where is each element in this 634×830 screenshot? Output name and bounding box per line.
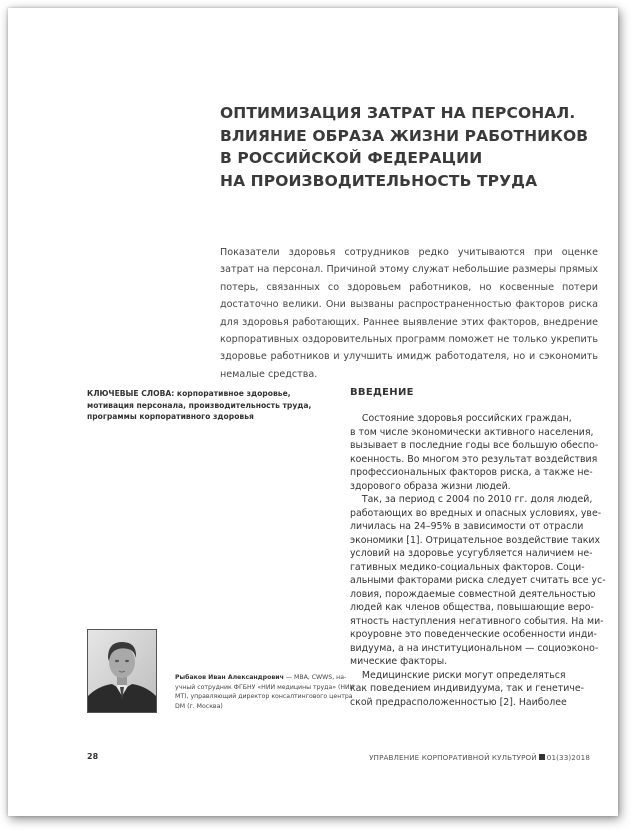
journal-name: УПРАВЛЕНИЕ КОРПОРАТИВНОЙ КУЛЬТУРОЙ — [369, 753, 537, 762]
body-line: мические факторы. — [350, 656, 448, 667]
body-line: ятность наступления негативного события. На ми- — [350, 615, 604, 627]
square-separator-icon — [539, 754, 545, 760]
body-line: коенность. Во многом это результат воздействия — [350, 453, 598, 465]
body-line: здорового образа жизни людей. — [350, 480, 511, 492]
body-line: кроуровне это поведенческие особенности инди- — [350, 629, 597, 640]
author-info — [175, 673, 355, 711]
body-text — [350, 412, 606, 709]
journal-issue: 01(33)2018 — [546, 753, 590, 762]
body-line: экономики [1]. Отрицательное воздействие таких — [350, 534, 600, 546]
body-line: работающих во вредных и опасных условиях, уве- — [350, 507, 602, 519]
keywords-text: корпоративное здоровье, мотивация персонала, производительность труда, программы корпоративного здоровья — [87, 389, 312, 421]
body-line: как поведением индивидуума, так и генетиче- — [350, 683, 585, 694]
page-number: 28 — [87, 752, 99, 761]
body-line: ловия, порождаемые совместной деятельностью — [350, 588, 596, 600]
body-line: Так, за период с 2004 по 2010 гг. доля людей, — [350, 494, 593, 505]
author-name: Рыбаков Иван Александрович — [175, 674, 284, 681]
section-heading: ВВЕДЕНИЕ — [350, 387, 414, 398]
body-line: людей как членов общества, повышающие веро- — [350, 602, 594, 613]
author-line: — MBA, CWWS, на- — [283, 674, 347, 681]
body-line: гативных медико-социальных факторов. Соци- — [350, 561, 585, 573]
author-portrait-image — [88, 630, 156, 712]
body-line: Медицинские риски могут определяться — [350, 669, 566, 681]
author-line: учный сотрудник ФГБНУ «НИИ медицины труда» (НИИ — [175, 683, 355, 691]
body-line: личилась на 24–95% в зависимости от отрасли — [350, 521, 584, 532]
body-line: вызывает в последние годы все большую обеспо- — [350, 440, 599, 451]
title-line: НА ПРОИЗВОДИТЕЛЬНОСТЬ ТРУДА — [220, 171, 538, 190]
title-line: ВЛИЯНИЕ ОБРАЗА ЖИЗНИ РАБОТНИКОВ — [220, 126, 589, 145]
body-line: Состояние здоровья российских граждан, — [350, 413, 572, 424]
body-line: видуума, а на институциональном — социоэконо- — [350, 642, 599, 654]
keywords-label: КЛЮЧЕВЫЕ СЛОВА: — [87, 389, 175, 398]
keywords-block — [87, 388, 327, 423]
title-line: В РОССИЙСКОЙ ФЕДЕРАЦИИ — [220, 149, 483, 167]
author-line: DM (г. Москва) — [175, 702, 223, 710]
author-photo — [87, 629, 157, 713]
article-title — [220, 102, 600, 192]
author-line: МТ), управляющий директор консалтингового центра — [175, 693, 353, 701]
document-page — [8, 8, 618, 816]
article-abstract: Показатели здоровья сотрудников редко учитываются при оценке затрат на персонал. Причиной этому служат небольшие размеры прямых потерь, связанных со здоровьем работников, но косвенные потери достаточно велики. Они вызваны распространенностью факторов риска для здоровья работающих. Раннее выявление этих факторов, внедрение корпоративных оздоровительных программ поможет не только укрепить здоровье работников и улучшить имидж работодателя, но и сэкономить немалые средства. — [220, 247, 598, 380]
body-line: условий на здоровье усугубляется наличием не- — [350, 548, 593, 559]
title-line: ОПТИМИЗАЦИЯ ЗАТРАТ НА ПЕРСОНАЛ. — [220, 104, 576, 122]
body-line: в том числе экономически активного населения, — [350, 426, 594, 438]
body-line: альными факторами риска следует считать все ус- — [350, 575, 606, 586]
body-line: профессиональных факторов риска, а также не- — [350, 467, 593, 478]
body-line: ской предрасположенностью [2]. Наиболее — [350, 696, 567, 708]
journal-footer — [369, 753, 590, 762]
